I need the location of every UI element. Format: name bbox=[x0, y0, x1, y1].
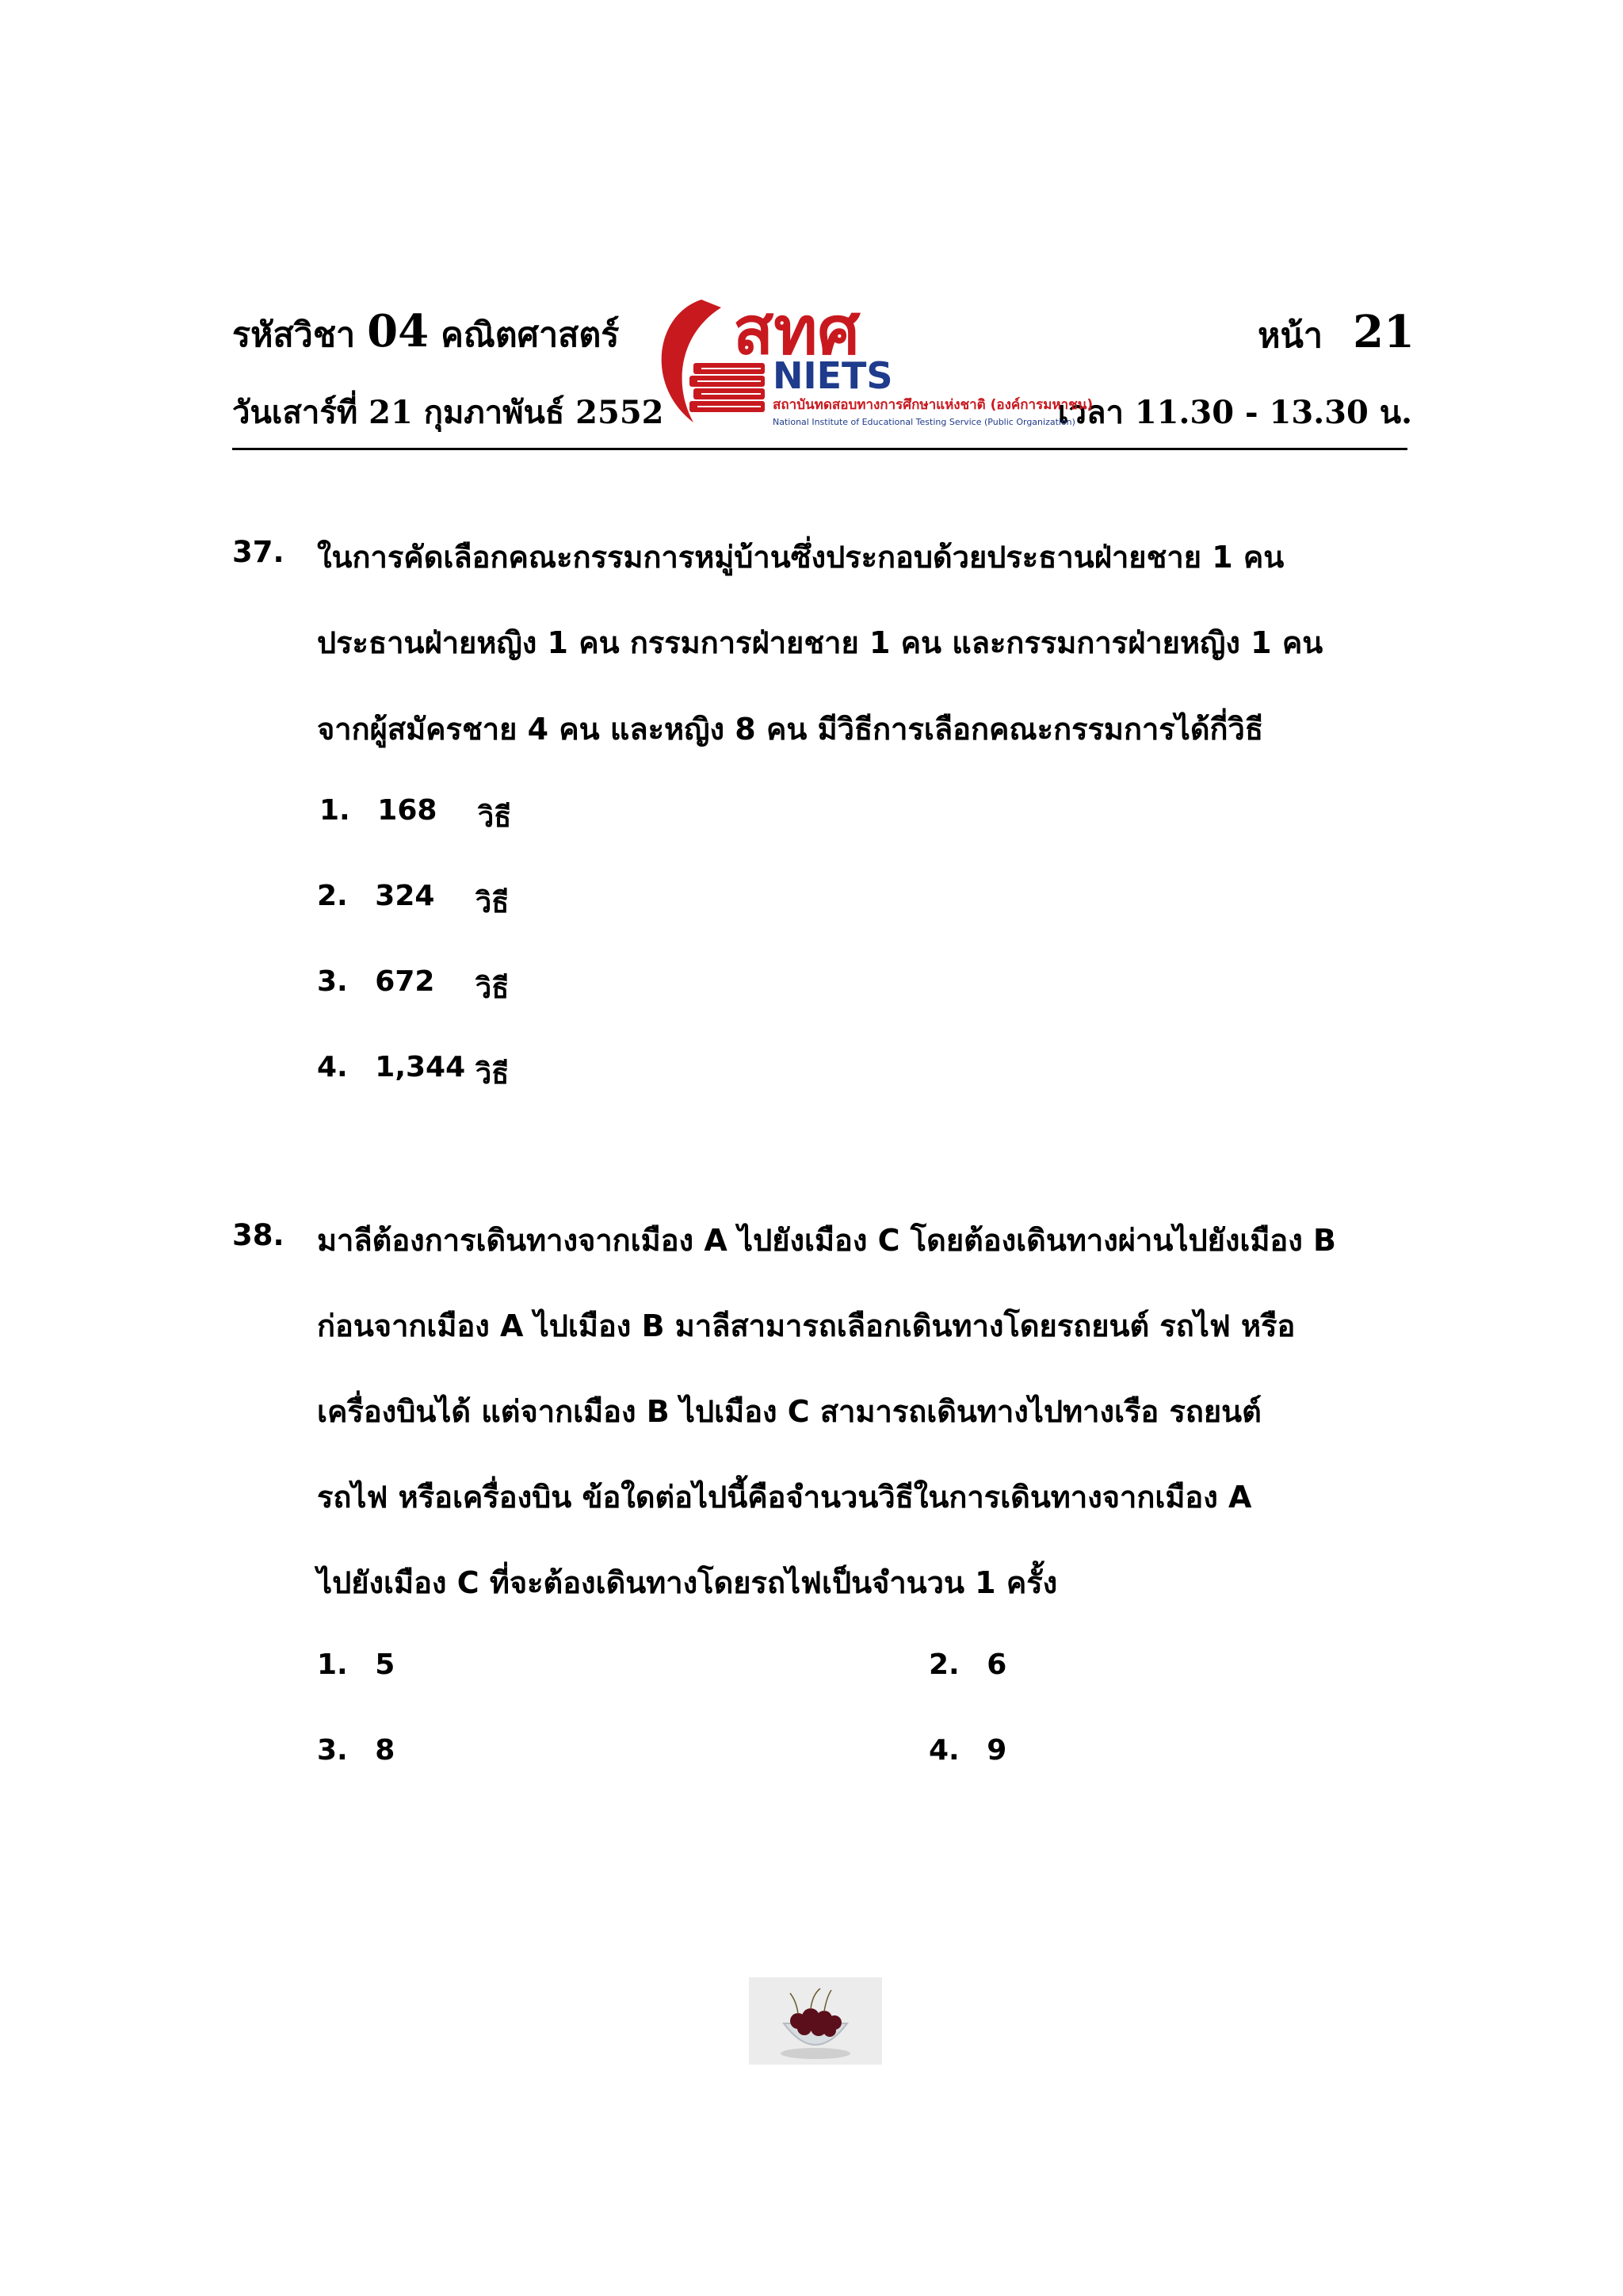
logo-thai-name: สถาบันทดสอบทางการศึกษาแห่งชาติ (องค์การมหาชน) bbox=[773, 397, 1094, 413]
option-label: 1. bbox=[317, 1648, 348, 1681]
subject-line bbox=[232, 305, 619, 361]
option-value: 6 bbox=[987, 1648, 1007, 1681]
page-indicator bbox=[1258, 306, 1415, 362]
answer-option[interactable] bbox=[317, 1734, 395, 1767]
answer-option[interactable] bbox=[929, 1734, 1006, 1767]
answer-option[interactable] bbox=[317, 880, 510, 919]
option-label: 2. bbox=[929, 1648, 960, 1681]
option-label: 1. bbox=[319, 794, 350, 827]
option-label: 4. bbox=[317, 1051, 348, 1083]
option-unit: วิธี bbox=[475, 1058, 510, 1091]
option-value: 324 bbox=[375, 880, 435, 912]
option-label: 2. bbox=[317, 880, 348, 912]
option-value: 672 bbox=[375, 965, 435, 998]
answer-option[interactable] bbox=[317, 1051, 510, 1091]
question-text-line: รถไฟ หรือเครื่องบิน ข้อใดต่อไปนี้คือจำนวนวิธีในการเดินทางจากเมือง A bbox=[317, 1480, 1252, 1515]
question-text-line: ก่อนจากเมือง A ไปเมือง B มาลีสามารถเลือกเดินทางโดยรถยนต์ รถไฟ หรือ bbox=[317, 1308, 1296, 1343]
question-text-line: จากผู้สมัครชาย 4 คน และหญิง 8 คน มีวิธีการเลือกคณะกรรมการได้กี่วิธี bbox=[317, 712, 1264, 747]
niets-logo bbox=[646, 292, 1121, 434]
question-text-line: เครื่องบินได้ แต่จากเมือง B ไปเมือง C สามารถเดินทางไปทางเรือ รถยนต์ bbox=[317, 1394, 1262, 1429]
option-value: 1,344 bbox=[375, 1051, 466, 1083]
option-value: 8 bbox=[375, 1734, 395, 1767]
answer-option[interactable] bbox=[317, 965, 510, 1005]
logo-english-name: National Institute of Educational Testing Service (Public Organization) bbox=[773, 417, 1075, 427]
answer-option[interactable] bbox=[319, 794, 512, 834]
answer-option[interactable] bbox=[317, 1648, 395, 1681]
page-label: หน้า bbox=[1258, 316, 1323, 356]
question-text-line: มาลีต้องการเดินทางจากเมือง A ไปยังเมือง C โดยต้องเดินทางผ่านไปยังเมือง B bbox=[317, 1223, 1337, 1258]
option-unit: วิธี bbox=[475, 972, 510, 1005]
question-text-line: ประธานฝ่ายหญิง 1 คน กรรมการฝ่ายชาย 1 คน และกรรมการฝ่ายหญิง 1 คน bbox=[317, 625, 1323, 660]
option-unit: วิธี bbox=[478, 801, 512, 834]
exam-date: วันเสาร์ที่ 21 กุมภาพันธ์ 2552 bbox=[232, 394, 664, 431]
option-label: 4. bbox=[929, 1734, 960, 1767]
question-number: 38. bbox=[232, 1218, 285, 1252]
exam-time: เวลา 11.30 - 13.30 น. bbox=[1057, 394, 1412, 431]
option-value: 5 bbox=[375, 1648, 395, 1681]
answer-option[interactable] bbox=[929, 1648, 1006, 1681]
question-text-line: ไปยังเมือง C ที่จะต้องเดินทางโดยรถไฟเป็นจำนวน 1 ครั้ง bbox=[317, 1565, 1058, 1600]
subject-code: 04 bbox=[367, 305, 430, 357]
books-icon bbox=[689, 363, 765, 412]
page-number: 21 bbox=[1353, 306, 1415, 358]
header-divider bbox=[232, 448, 1407, 450]
option-label: 3. bbox=[317, 965, 348, 998]
subject-prefix: รหัสวิชา bbox=[232, 315, 356, 355]
option-unit: วิธี bbox=[475, 887, 510, 919]
cherry-bowl-image bbox=[749, 1977, 882, 2065]
question-number: 37. bbox=[232, 535, 285, 569]
option-value: 9 bbox=[987, 1734, 1007, 1767]
logo-thai-mark: สทศ bbox=[733, 292, 860, 369]
option-label: 3. bbox=[317, 1734, 348, 1767]
question-text-line: ในการคัดเลือกคณะกรรมการหมู่บ้านซึ่งประกอบด้วยประธานฝ่ายชาย 1 คน bbox=[317, 540, 1285, 575]
option-value: 168 bbox=[377, 794, 437, 827]
logo-brand: NIETS bbox=[773, 354, 893, 397]
subject-name: คณิตศาสตร์ bbox=[441, 315, 620, 355]
